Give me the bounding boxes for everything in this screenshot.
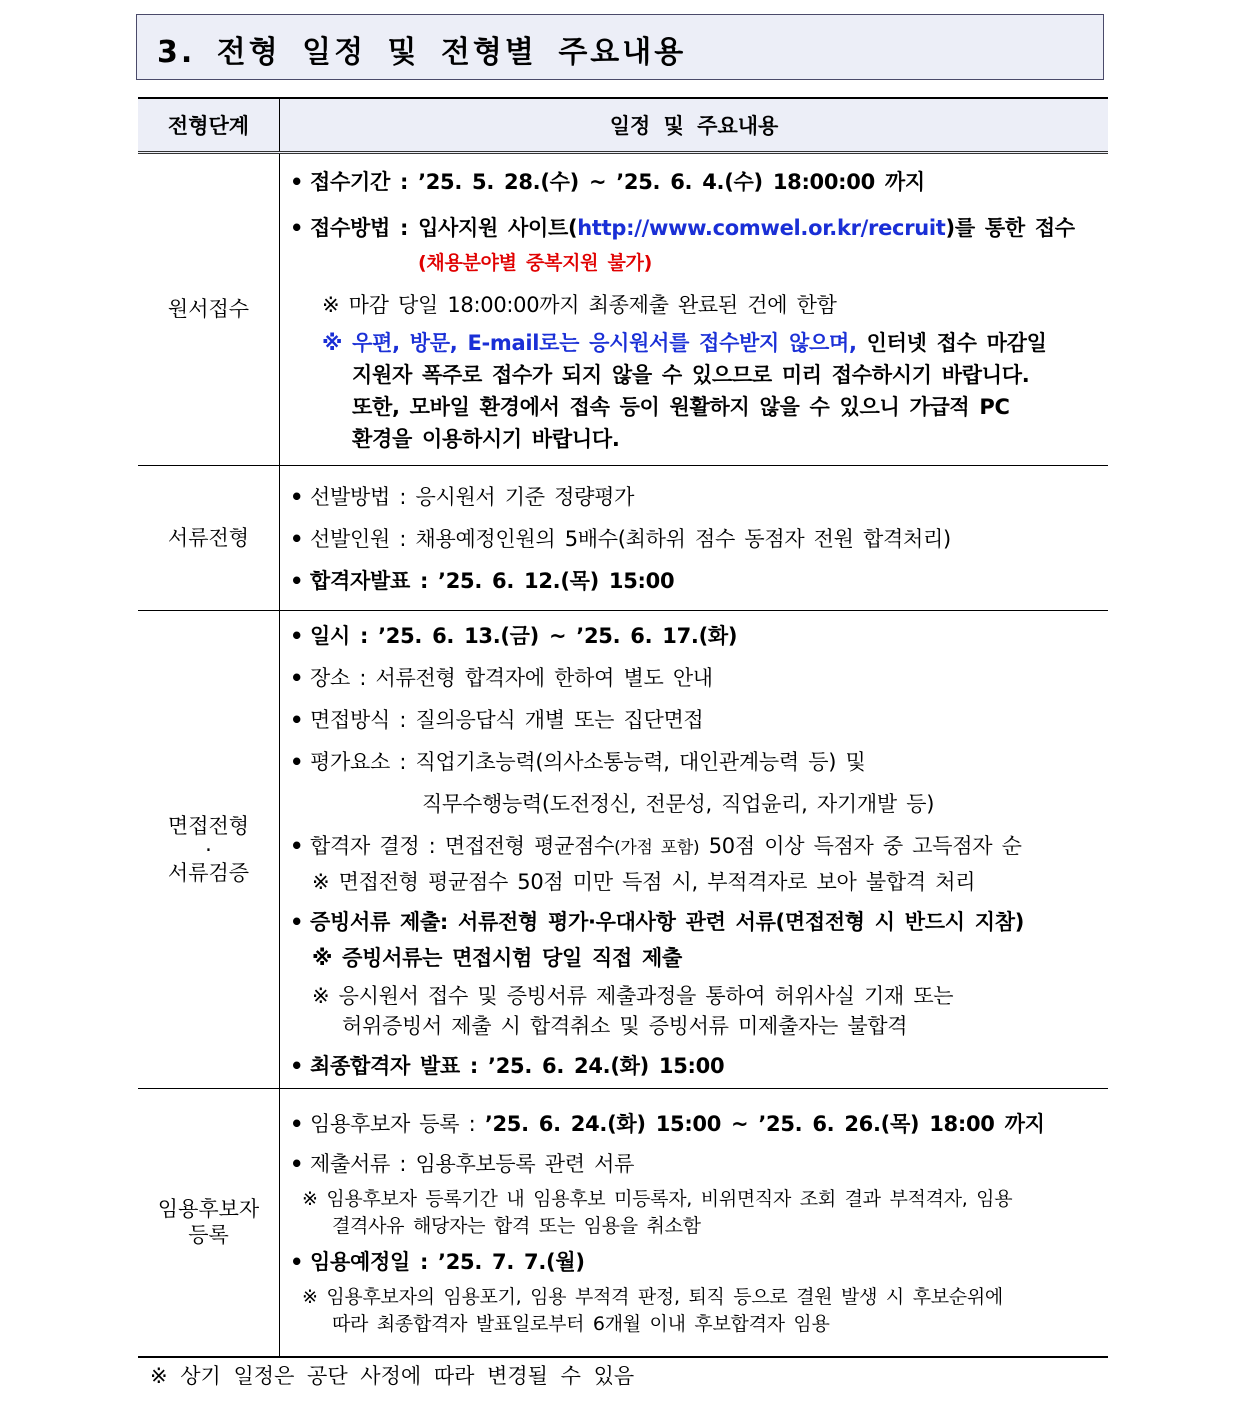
footer-note: ※ 상기 일정은 공단 사정에 따라 변경될 수 있음 xyxy=(150,1364,635,1388)
interview-proof-note: ※ 증빙서류는 면접시험 당일 직접 제출 xyxy=(312,945,682,970)
document-method: • 선발방법 : 응시원서 기준 정량평가 xyxy=(290,481,1107,511)
registration-note1: ※ 임용후보자 등록기간 내 임용후보 미등록자, 비위면직자 조회 결과 부적격자, 임용 xyxy=(302,1188,1013,1211)
no-duplicate-note: (채용분야별 중복지원 불가) xyxy=(418,252,652,274)
document-count: • 선발인원 : 채용예정인원의 5배수(최하위 점수 동점자 전원 합격처리) xyxy=(290,523,1107,553)
interview-format: • 면접방식 : 질의응답식 개별 또는 집단면접 xyxy=(290,704,1107,734)
registration-period: • 임용후보자 등록 : ’25. 6. 24.(화) 15:00 ~ ’25. 6. 26.(목) 18:00 까지 xyxy=(290,1108,1107,1138)
registration-appoint: • 임용예정일 : ’25. 7. 7.(월) xyxy=(290,1246,1107,1276)
interview-proof: • 증빙서류 제출: 서류전형 평가·우대사항 관련 서류(면접전형 시 반드시 지참) xyxy=(290,906,1107,936)
application-note2-line3: 또한, 모바일 환경에서 접속 등이 원활하지 않을 수 있으니 가급적 PC xyxy=(352,395,1010,419)
content-registration xyxy=(280,1089,1109,1357)
table-row-document xyxy=(138,466,1108,611)
content-document xyxy=(280,466,1109,611)
stage-registration: 임용후보자 등록 xyxy=(138,1089,280,1357)
interview-decision-note: ※ 면접전형 평균점수 50점 미만 득점 시, 부적격자로 보아 불합격 처리 xyxy=(312,869,976,894)
application-period: • 접수기간 : ’25. 5. 28.(수) ~ ’25. 6. 4.(수) 18:00:00 까지 xyxy=(290,166,1107,196)
header-content: 일정 및 주요내용 xyxy=(280,98,1109,153)
interview-false-note-line2: 허위증빙서 제출 시 합격취소 및 증빙서류 미제출자는 불합격 xyxy=(342,1013,908,1038)
document-announce: • 합격자발표 : ’25. 6. 12.(목) 15:00 xyxy=(290,565,1107,595)
interview-final: • 최종합격자 발표 : ’25. 6. 24.(화) 15:00 xyxy=(290,1050,1107,1080)
stage-interview: 면접전형 · 서류검증 xyxy=(138,611,280,1089)
table-row-application xyxy=(138,153,1108,466)
application-note2-line2: 지원자 폭주로 접수가 되지 않을 수 있으므로 미리 접수하시기 바랍니다. xyxy=(352,363,1030,387)
header-stage: 전형단계 xyxy=(138,98,280,153)
interview-date: • 일시 : ’25. 6. 13.(금) ~ ’25. 6. 17.(화) xyxy=(290,620,1107,650)
interview-eval-line2: 직무수행능력(도전정신, 전문성, 직업윤리, 자기개발 등) xyxy=(422,791,935,816)
application-method: • 접수방법 : 입사지원 사이트(http://www.comwel.or.kr/recruit)를 통한 접수 xyxy=(290,212,1107,242)
section-title: 3. 전형 일정 및 전형별 주요내용 xyxy=(157,35,687,70)
table-row-interview xyxy=(138,611,1108,1089)
table-header-row xyxy=(138,98,1108,153)
interview-false-note: ※ 응시원서 접수 및 증빙서류 제출과정을 통하여 허위사실 기재 또는 xyxy=(312,983,954,1008)
registration-docs: • 제출서류 : 임용후보등록 관련 서류 xyxy=(290,1148,1107,1178)
registration-note2: ※ 임용후보자의 임용포기, 임용 부적격 판정, 퇴직 등으로 결원 발생 시 후보순위에 xyxy=(302,1286,1003,1309)
application-note2-line4: 환경을 이용하시기 바랍니다. xyxy=(352,427,620,451)
content-interview xyxy=(280,611,1109,1089)
stage-application: 원서접수 xyxy=(138,153,280,466)
application-note1: ※ 마감 당일 18:00:00까지 최종제출 완료된 건에 한함 xyxy=(322,293,837,317)
interview-eval: • 평가요소 : 직업기초능력(의사소통능력, 대인관계능력 등) 및 xyxy=(290,746,1107,776)
interview-decision: • 합격자 결정 : 면접전형 평균점수(가점 포함) 50점 이상 득점자 중 고득점자 순 xyxy=(290,830,1107,860)
stage-document: 서류전형 xyxy=(138,466,280,611)
registration-note1-line2: 결격사유 해당자는 합격 또는 임용을 취소함 xyxy=(332,1215,701,1238)
recruit-link[interactable]: http://www.comwel.or.kr/recruit xyxy=(577,216,946,240)
schedule-table xyxy=(138,97,1108,1358)
content-application xyxy=(280,153,1109,466)
application-note2: ※ 우편, 방문, E-mail로는 응시원서를 접수받지 않으며, 인터넷 접수 마감일 xyxy=(322,331,1047,355)
interview-place: • 장소 : 서류전형 합격자에 한하여 별도 안내 xyxy=(290,662,1107,692)
table-row-registration xyxy=(138,1089,1108,1357)
section-title-box xyxy=(136,14,1104,80)
registration-note2-line2: 따라 최종합격자 발표일로부터 6개월 이내 후보합격자 임용 xyxy=(332,1313,830,1336)
